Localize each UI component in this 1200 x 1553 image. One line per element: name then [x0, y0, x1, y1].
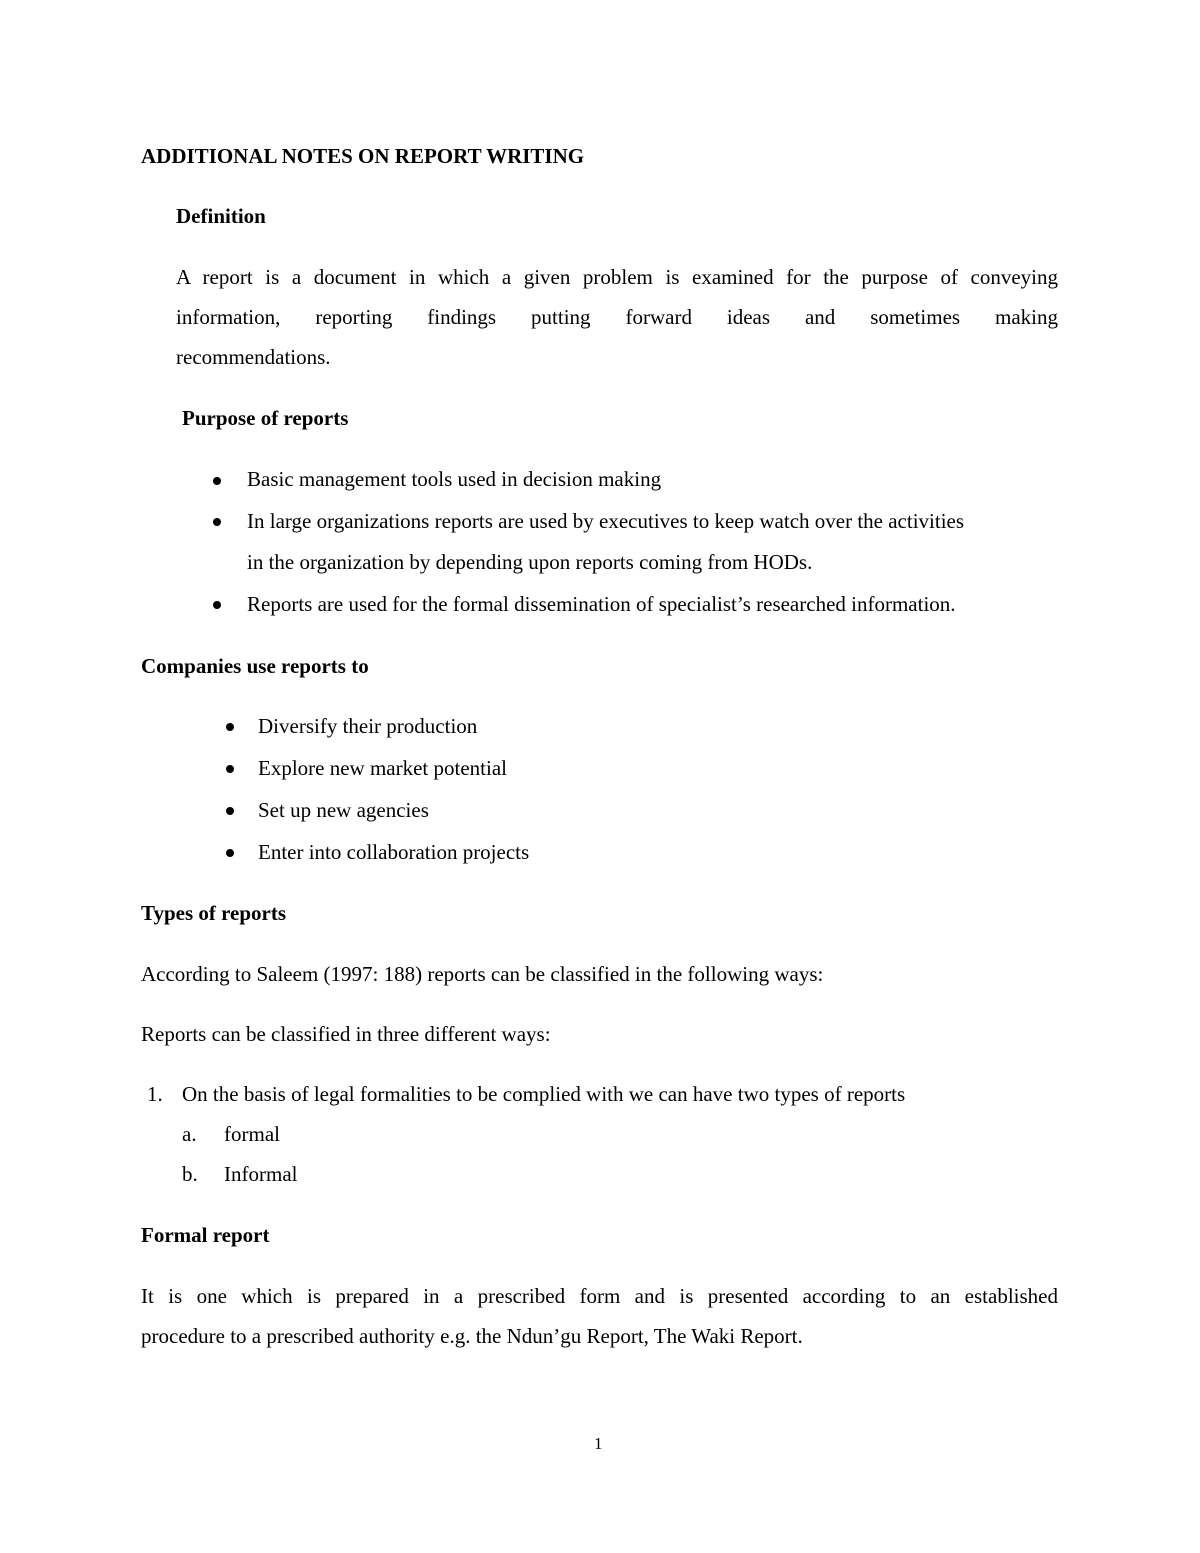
formal-line: It is one which is prepared in a prescribed form and is presented according to an established: [141, 1284, 1058, 1308]
bullet-icon: [213, 518, 221, 526]
purpose-item: In large organizations reports are used by executives to keep watch over the activities: [247, 509, 965, 533]
definition-line: recommendations.: [176, 345, 331, 369]
companies-item: Diversify their production: [258, 714, 478, 738]
bullet-icon: [213, 601, 221, 609]
bullet-icon: [226, 849, 234, 857]
purpose-item: Basic management tools used in decision making: [247, 467, 662, 491]
purpose-item: Reports are used for the formal dissemination of specialist’s researched information.: [247, 592, 956, 616]
sub-list-label: b.: [182, 1162, 198, 1186]
formal-line: procedure to a prescribed authority e.g. the Ndun’gu Report, The Waki Report.: [141, 1324, 803, 1348]
companies-heading: Companies use reports to: [141, 654, 369, 678]
formal-heading: Formal report: [141, 1223, 270, 1247]
types-list-item: On the basis of legal formalities to be complied with we can have two types of reports: [182, 1082, 906, 1106]
types-paragraph: Reports can be classified in three different ways:: [141, 1022, 551, 1046]
companies-item: Enter into collaboration projects: [258, 840, 530, 864]
list-number: 1.: [147, 1082, 163, 1106]
definition-line: information, reporting findings putting forward ideas and sometimes making: [176, 305, 1058, 329]
bullet-icon: [213, 477, 221, 485]
page-number: 1: [594, 1434, 603, 1453]
purpose-heading: Purpose of reports: [182, 406, 349, 430]
page-title: ADDITIONAL NOTES ON REPORT WRITING: [141, 144, 585, 168]
definition-line: A report is a document in which a given problem is examined for the purpose of conveying: [176, 265, 1058, 289]
companies-item: Explore new market potential: [258, 756, 507, 780]
bullet-icon: [226, 807, 234, 815]
sub-list-item: formal: [224, 1122, 280, 1146]
sub-list-item: Informal: [224, 1162, 298, 1186]
bullet-icon: [226, 765, 234, 773]
types-paragraph: According to Saleem (1997: 188) reports can be classified in the following ways:: [141, 962, 824, 986]
sub-list-label: a.: [182, 1122, 197, 1146]
bullet-icon: [226, 723, 234, 731]
types-heading: Types of reports: [141, 901, 287, 925]
purpose-item-continuation: in the organization by depending upon reports coming from HODs.: [247, 550, 813, 574]
definition-heading: Definition: [176, 204, 266, 228]
companies-item: Set up new agencies: [258, 798, 429, 822]
